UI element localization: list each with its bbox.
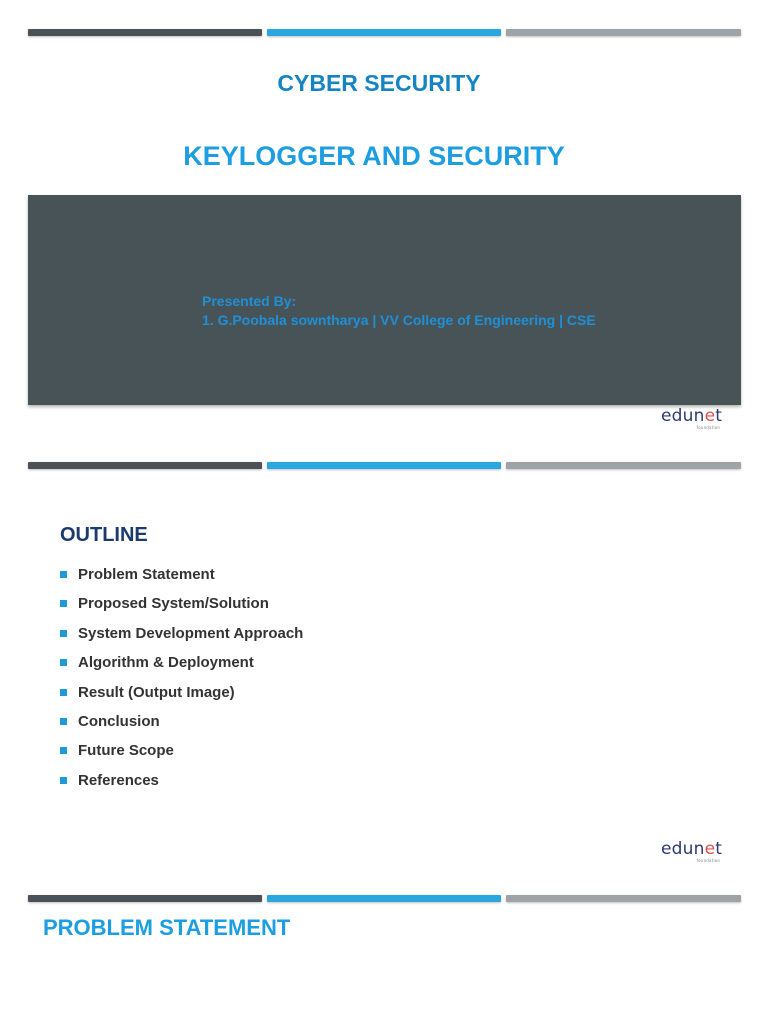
list-item: Algorithm & Deployment — [60, 654, 303, 683]
list-item: Problem Statement — [60, 566, 303, 595]
problem-statement-title: PROBLEM STATEMENT — [43, 915, 291, 940]
accent-bar-gray — [506, 29, 741, 36]
list-item: References — [60, 772, 303, 801]
accent-bar-gray — [506, 462, 741, 469]
top-accent-bar — [28, 29, 741, 36]
list-item: Future Scope — [60, 742, 303, 771]
accent-bar-dark — [28, 895, 262, 902]
logo-accent: e — [704, 406, 716, 426]
list-item: Result (Output Image) — [60, 684, 303, 713]
square-bullet-icon — [60, 689, 67, 696]
list-item: Proposed System/Solution — [60, 595, 303, 624]
slide-heading: CYBER SECURITY — [277, 70, 481, 96]
accent-bar-blue — [267, 462, 501, 469]
square-bullet-icon — [60, 659, 67, 666]
edunet-logo — [661, 406, 723, 430]
presented-by-label: Presented By: — [202, 293, 297, 309]
edunet-logo — [661, 839, 723, 863]
square-bullet-icon — [60, 571, 67, 578]
accent-bar-blue — [267, 29, 501, 36]
accent-bar-blue — [267, 895, 501, 902]
logo-text: edunet — [661, 406, 723, 426]
slide2-accent-bar — [28, 462, 741, 469]
title-panel — [28, 195, 741, 405]
list-item: Conclusion — [60, 713, 303, 742]
square-bullet-icon — [60, 777, 67, 784]
logo-accent: e — [704, 839, 716, 859]
square-bullet-icon — [60, 747, 67, 754]
slide3-accent-bar — [28, 895, 741, 902]
outline-list — [60, 566, 303, 801]
logo-text: edunet — [661, 839, 723, 859]
presenter-line: 1. G.Poobala sowntharya | VV College of Engineering | CSE — [202, 312, 596, 328]
presenter-block — [202, 292, 596, 330]
logo-tagline: foundation — [696, 425, 721, 430]
list-item: System Development Approach — [60, 625, 303, 654]
accent-bar-dark — [28, 462, 262, 469]
square-bullet-icon — [60, 630, 67, 637]
slide-title: KEYLOGGER AND SECURITY — [183, 141, 565, 171]
accent-bar-dark — [28, 29, 262, 36]
accent-bar-gray — [506, 895, 741, 902]
square-bullet-icon — [60, 718, 67, 725]
square-bullet-icon — [60, 600, 67, 607]
logo-tagline: foundation — [696, 858, 721, 863]
outline-title: OUTLINE — [60, 524, 148, 546]
